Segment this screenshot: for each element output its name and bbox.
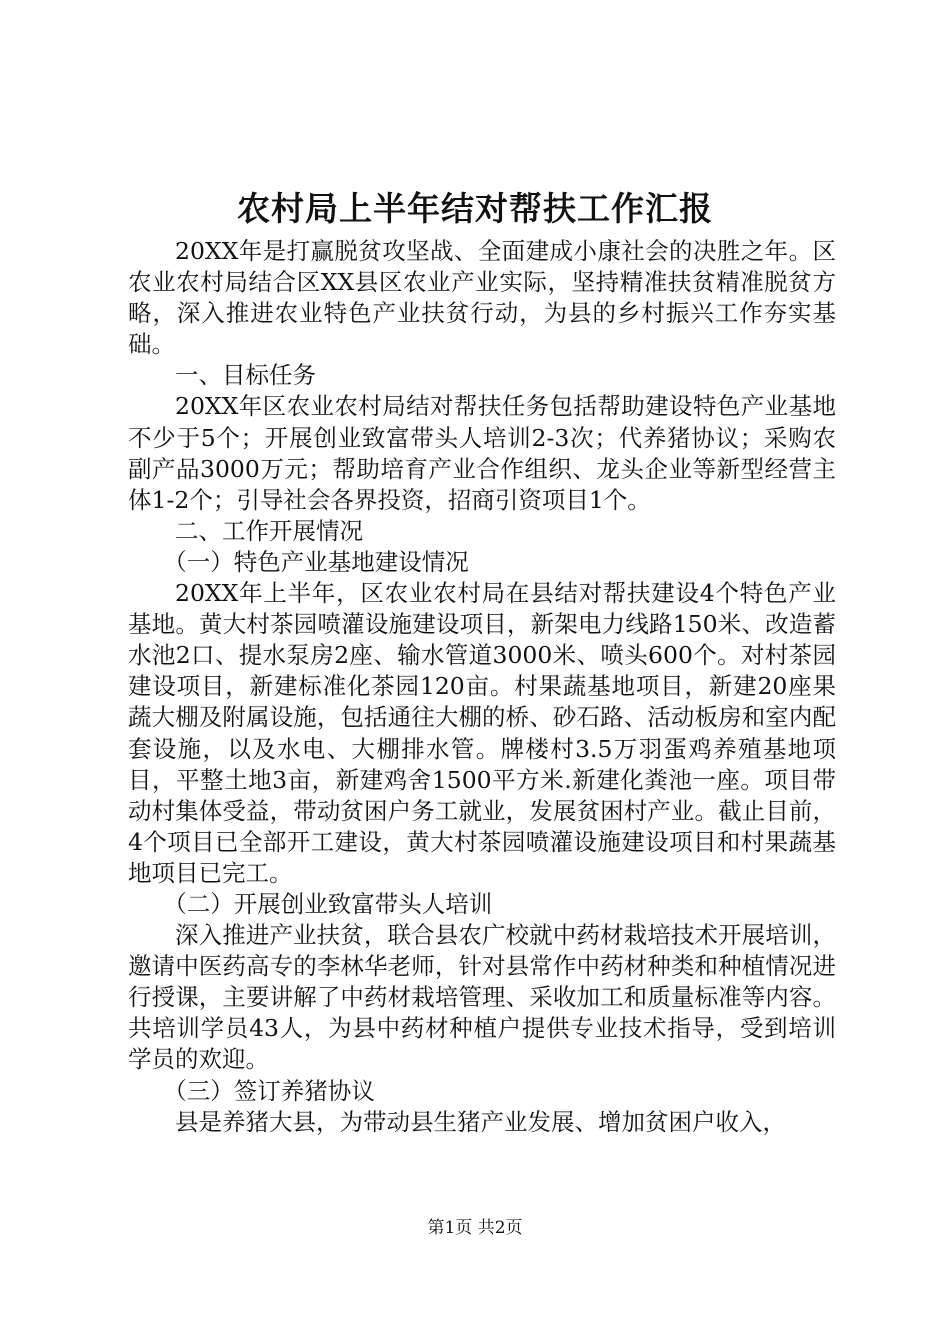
paragraph-training: 深入推进产业扶贫，联合县农广校就中药材栽培技术开展培训，邀请中医药高专的李林华老师，针对县常作中药材种类和种植情况进行授课，主要讲解了中药材栽培管理、采收加工和质量标准等内容。共培训学员43人，为县中药材种植户提供专业技术指导，受到培训学员的欢迎。 [128,921,836,1074]
paragraph-goals: 20XX年区农业农村局结对帮扶任务包括帮助建设特色产业基地不少于5个；开展创业致富带头人培训2-3次；代养猪协议；采购农副产品3000万元；帮助培育产业合作组织、龙头企业等新型经营主体1-2个；引导社会各界投资，招商引资项目1个。 [128,392,836,514]
section-heading-progress: 二、工作开展情况 [175,516,363,545]
paragraph-bases: 20XX年上半年，区农业农村局在县结对帮扶建设4个特色产业基地。黄大村茶园喷灌设施建设项目，新架电力线路150米、改造蓄水池2口、提水泵房2座、输水管道3000米、喷头600个。对村茶园建设项目，新建标准化茶园120亩。村果蔬基地项目，新建20座果蔬大棚及附属设施，包括通往大棚的桥、砂石路、活动板房和室内配套设施，以及水电、大棚排水管。牌楼村3.5万羽蛋鸡养殖基地项目，平整土地3亩，新建鸡舍1500平方米.新建化粪池一座。项目带动村集体受益，带动贫困户务工就业，发展贫困村产业。截止目前，4个项目已全部开工建设，黄大村茶园喷灌设施建设项目和村果蔬基地项目已完工。 [128,579,836,887]
subsection-heading-pig-agreement: （三）签订养猪协议 [163,1076,375,1105]
page-number-footer: 第1页 共2页 [427,1218,523,1238]
section-heading-goals: 一、目标任务 [175,361,316,390]
subsection-heading-training: （二）开展创业致富带头人培训 [163,889,493,918]
paragraph-intro: 20XX年是打赢脱贫攻坚战、全面建成小康社会的决胜之年。区农业农村局结合区XX县区农业产业实际，坚持精准扶贫精准脱贫方略，深入推进农业特色产业扶贫行动，为县的乡村振兴工作夯实基础。 [128,237,836,359]
subsection-heading-bases: （一）特色产业基地建设情况 [163,547,469,576]
paragraph-pig-agreement: 县是养猪大县，为带动县生猪产业发展、增加贫困户收入， [175,1107,786,1136]
document-title: 农村局上半年结对帮扶工作汇报 [237,189,713,228]
document-body [128,236,836,1138]
